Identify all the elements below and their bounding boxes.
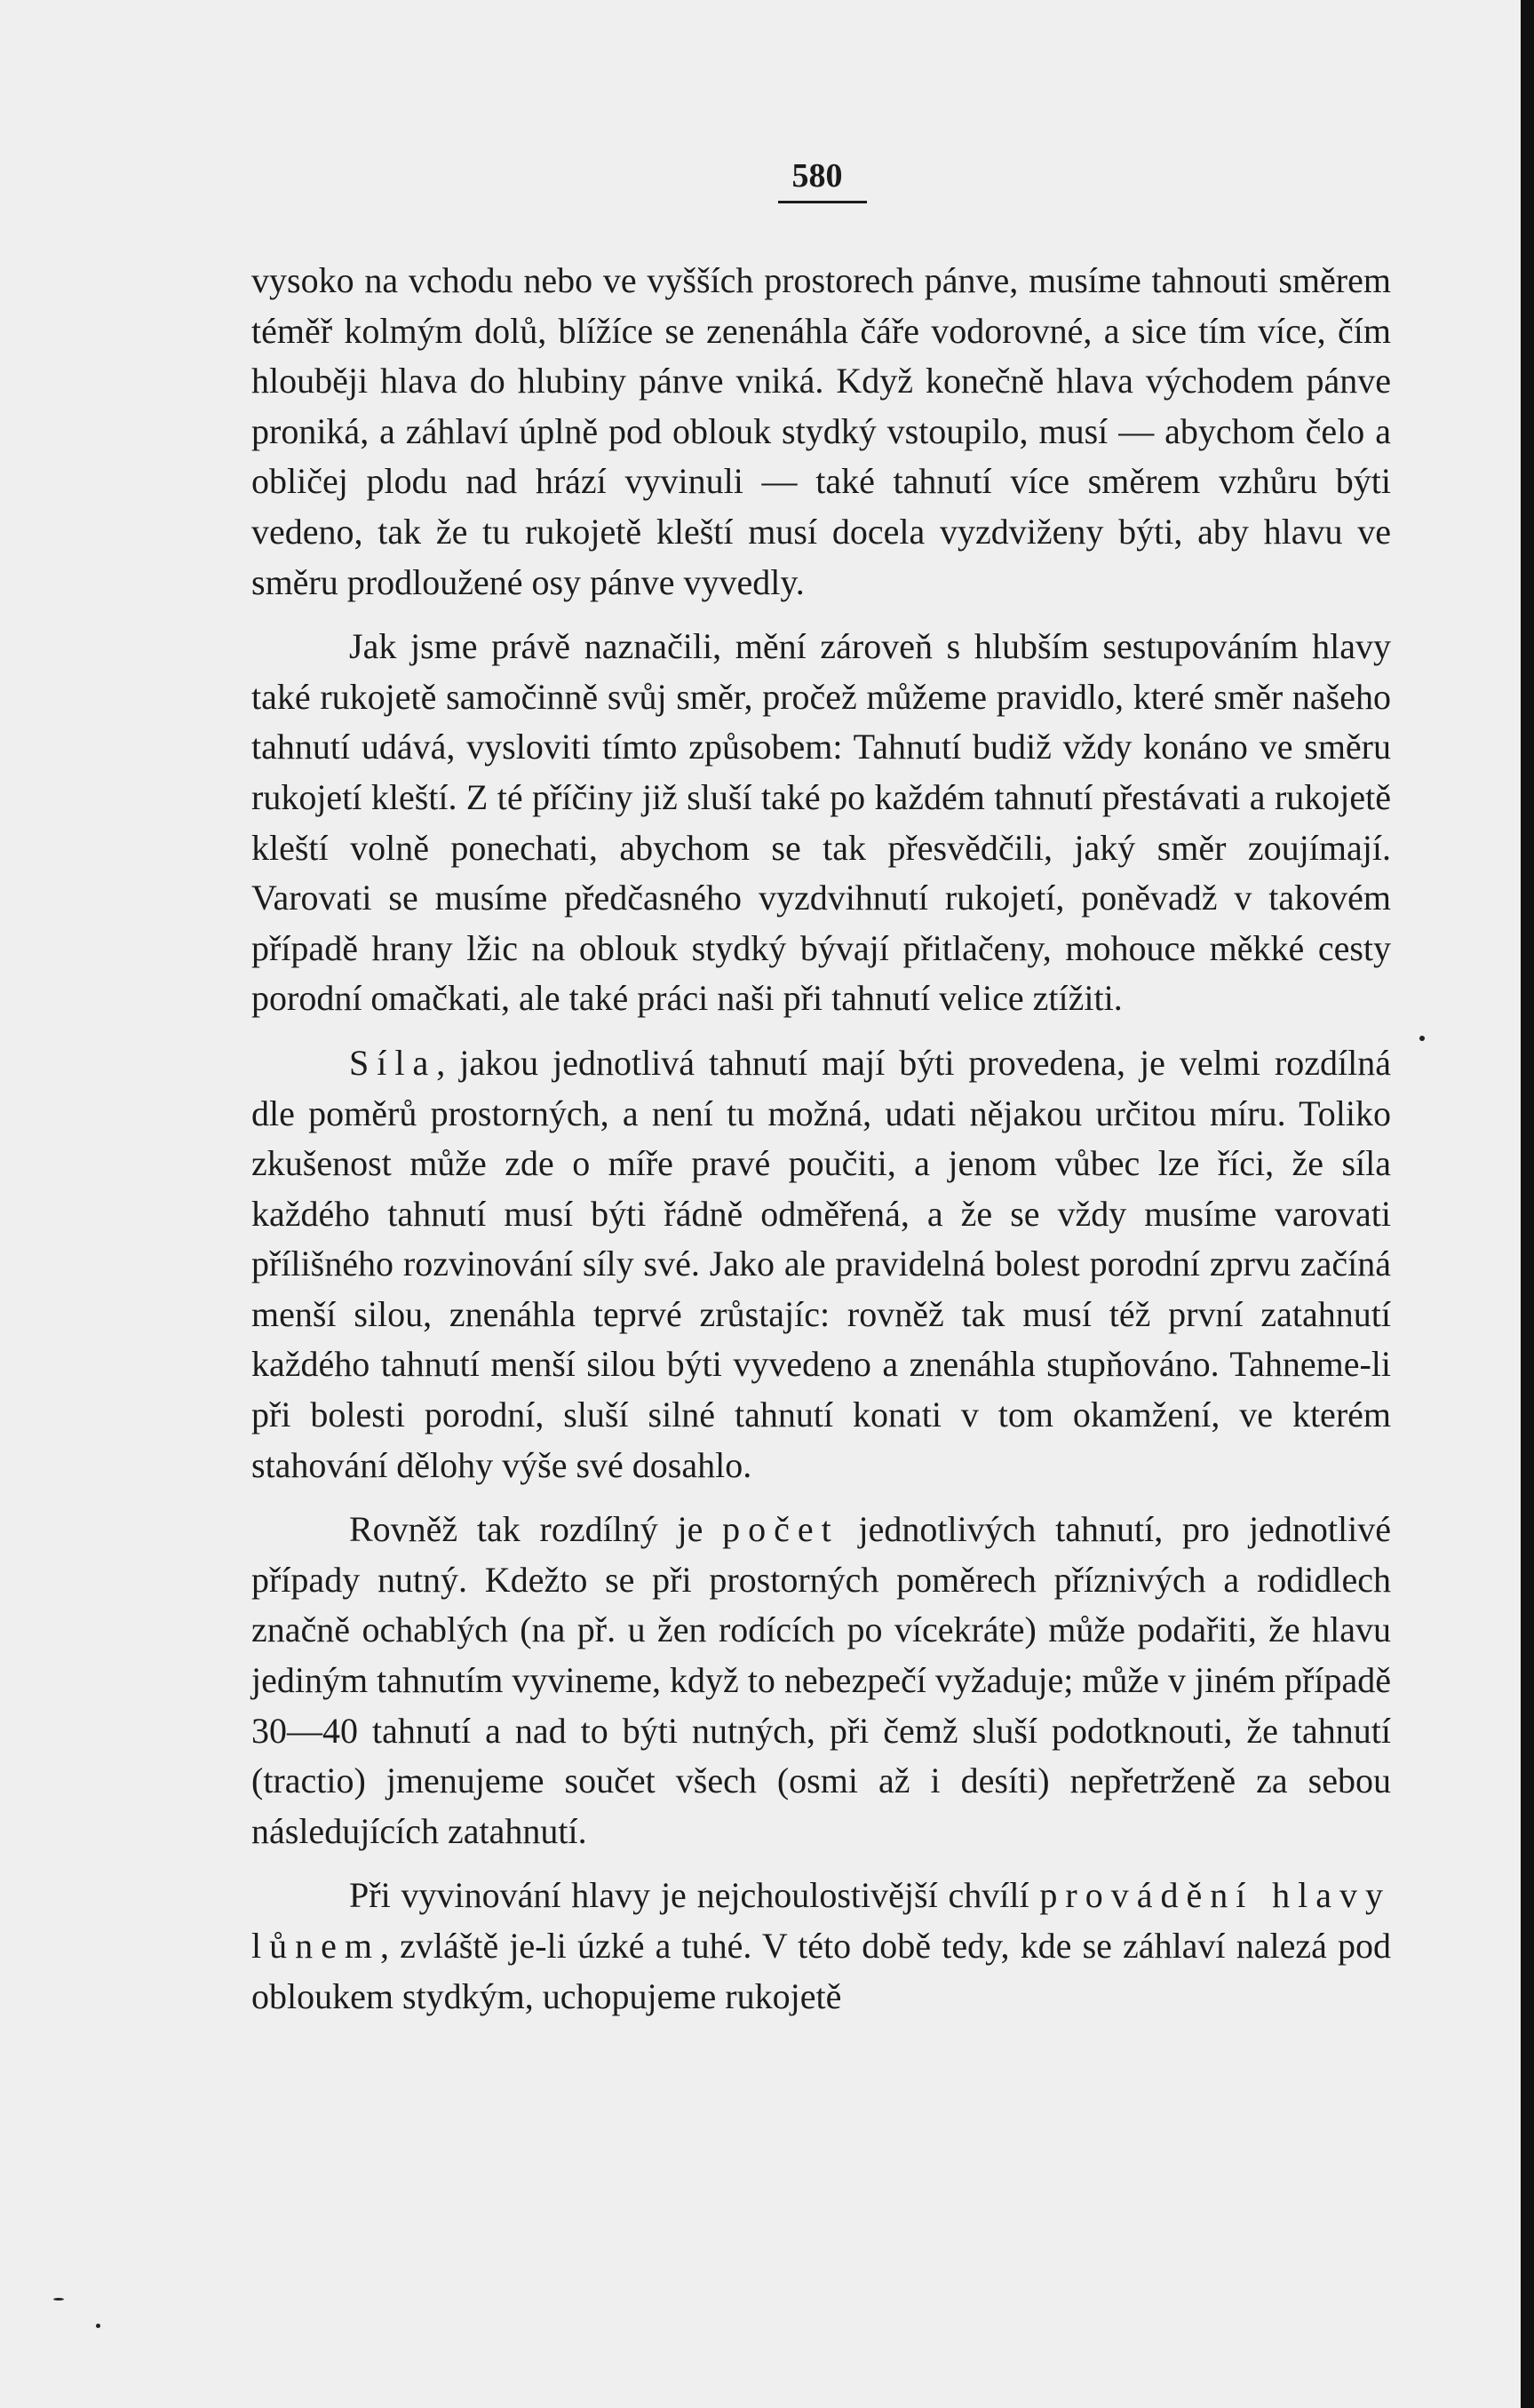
emphasis-provadeni: provádění hlavy lůnem: [251, 1875, 1392, 1966]
paragraph-5-text-a: Při vyvinování hlavy je nejchoulostivější chvílí: [349, 1875, 1040, 1916]
emphasis-sila: Síla: [349, 1042, 437, 1083]
paragraph-4-text-a: Rovněž tak rozdílný je: [349, 1509, 723, 1550]
page-number-rule: [778, 201, 867, 203]
paragraph-3: [251, 1038, 1391, 1490]
scan-speck: [1419, 1036, 1425, 1041]
paragraph-3-text: , jakou jednotlivá tahnutí mají býti provedena, je velmi rozdílná dle poměrů prostorných, a není tu možná, udati nějakou určitou míru. Toliko zkušenost může zde o míře pravé poučiti, a jenom vůbec lze říci, že síla každého tahnutí musí býti řádně odměřená, a že se vždy musíme varovati přílišného rozvinování síly své. Jako ale pravidelná bolest porodní zprvu začíná menší silou, znenáhla teprvé zrůstajíc: rovněž tak musí též první zatahnutí každého tahnutí menší silou býti vyvedeno a znenáhla stupňováno. Tahneme-li při bolesti porodní, sluší silné tahnutí konati v tom okamžení, ve kterém stahování dělohy výše své dosahlo.: [251, 1042, 1391, 1485]
scan-speck: [53, 2298, 64, 2301]
page-number: 580: [791, 157, 843, 195]
paragraph-1: [251, 256, 1391, 608]
scan-edge: [1521, 0, 1534, 2408]
paragraph-2: [251, 622, 1391, 1024]
paragraph-5: [251, 1871, 1391, 2022]
paragraph-2-text: Jak jsme právě naznačili, mění zároveň s hlubším sestupováním hlavy také rukojetě samočinně svůj směr, pročež můžeme pravidlo, které směr našeho tahnutí udává, vysloviti tímto způsobem: Tahnutí budiž vždy konáno ve směru rukojetí kleští. Z té příčiny již sluší také po každém tahnutí přestávati a rukojetě kleští volně ponechati, abychom se tak přesvědčili, jaký směr zoujímají. Varovati se musíme předčasného vyzdvihnutí rukojetí, poněvadž v takovém případě hrany lžic na oblouk stydký bývají přitlačeny, mohouce měkké cesty porodní omačkati, ale také práci naši při tahnutí velice ztížiti.: [251, 626, 1391, 1019]
scan-speck: [96, 2324, 100, 2328]
paragraph-4-text-b: jednotlivých tahnutí, pro jednotlivé případy nutný. Kdežto se při prostorných poměrech příznivých a rodidlech značně ochablých (na př. u žen rodících po vícekráte) může podařiti, že hlavu jediným tahnutím vyvineme, když to nebezpečí vyžaduje; může v jiném případě 30—40 tahnutí a nad to býti nutných, při čemž sluší podotknouti, že tahnutí (tractio) jmenujeme součet všech (osmi až i desíti) nepřetrženě za sebou následujících zatahnutí.: [251, 1509, 1391, 1851]
paragraph-5-text-b: , zvláště je-li úzké a tuhé. V této době tedy, kde se záhlaví nalezá pod obloukem stydkým, uchopujeme rukojetě: [251, 1926, 1391, 2016]
emphasis-pocet: počet: [722, 1509, 839, 1550]
paragraph-1-text: vysoko na vchodu nebo ve vyšších prostorech pánve, musíme tahnouti směrem téměř kolmým dolů, blížíce se zenenáhla čáře vodorovné, a sice tím více, čím hlouběji hlava do hlubiny pánve vniká. Když konečně hlava východem pánve proniká, a záhlaví úplně pod oblouk stydký vstoupilo, musí — abychom čelo a obličej plodu nad hrází vyvinuli — také tahnutí více směrem vzhůru býti vedeno, tak že tu rukojetě kleští musí docela vyzdviženy býti, aby hlavu ve směru prodloužené osy pánve vyvedly.: [251, 260, 1391, 602]
paragraph-4: [251, 1505, 1391, 1856]
body-text: [251, 256, 1391, 2022]
